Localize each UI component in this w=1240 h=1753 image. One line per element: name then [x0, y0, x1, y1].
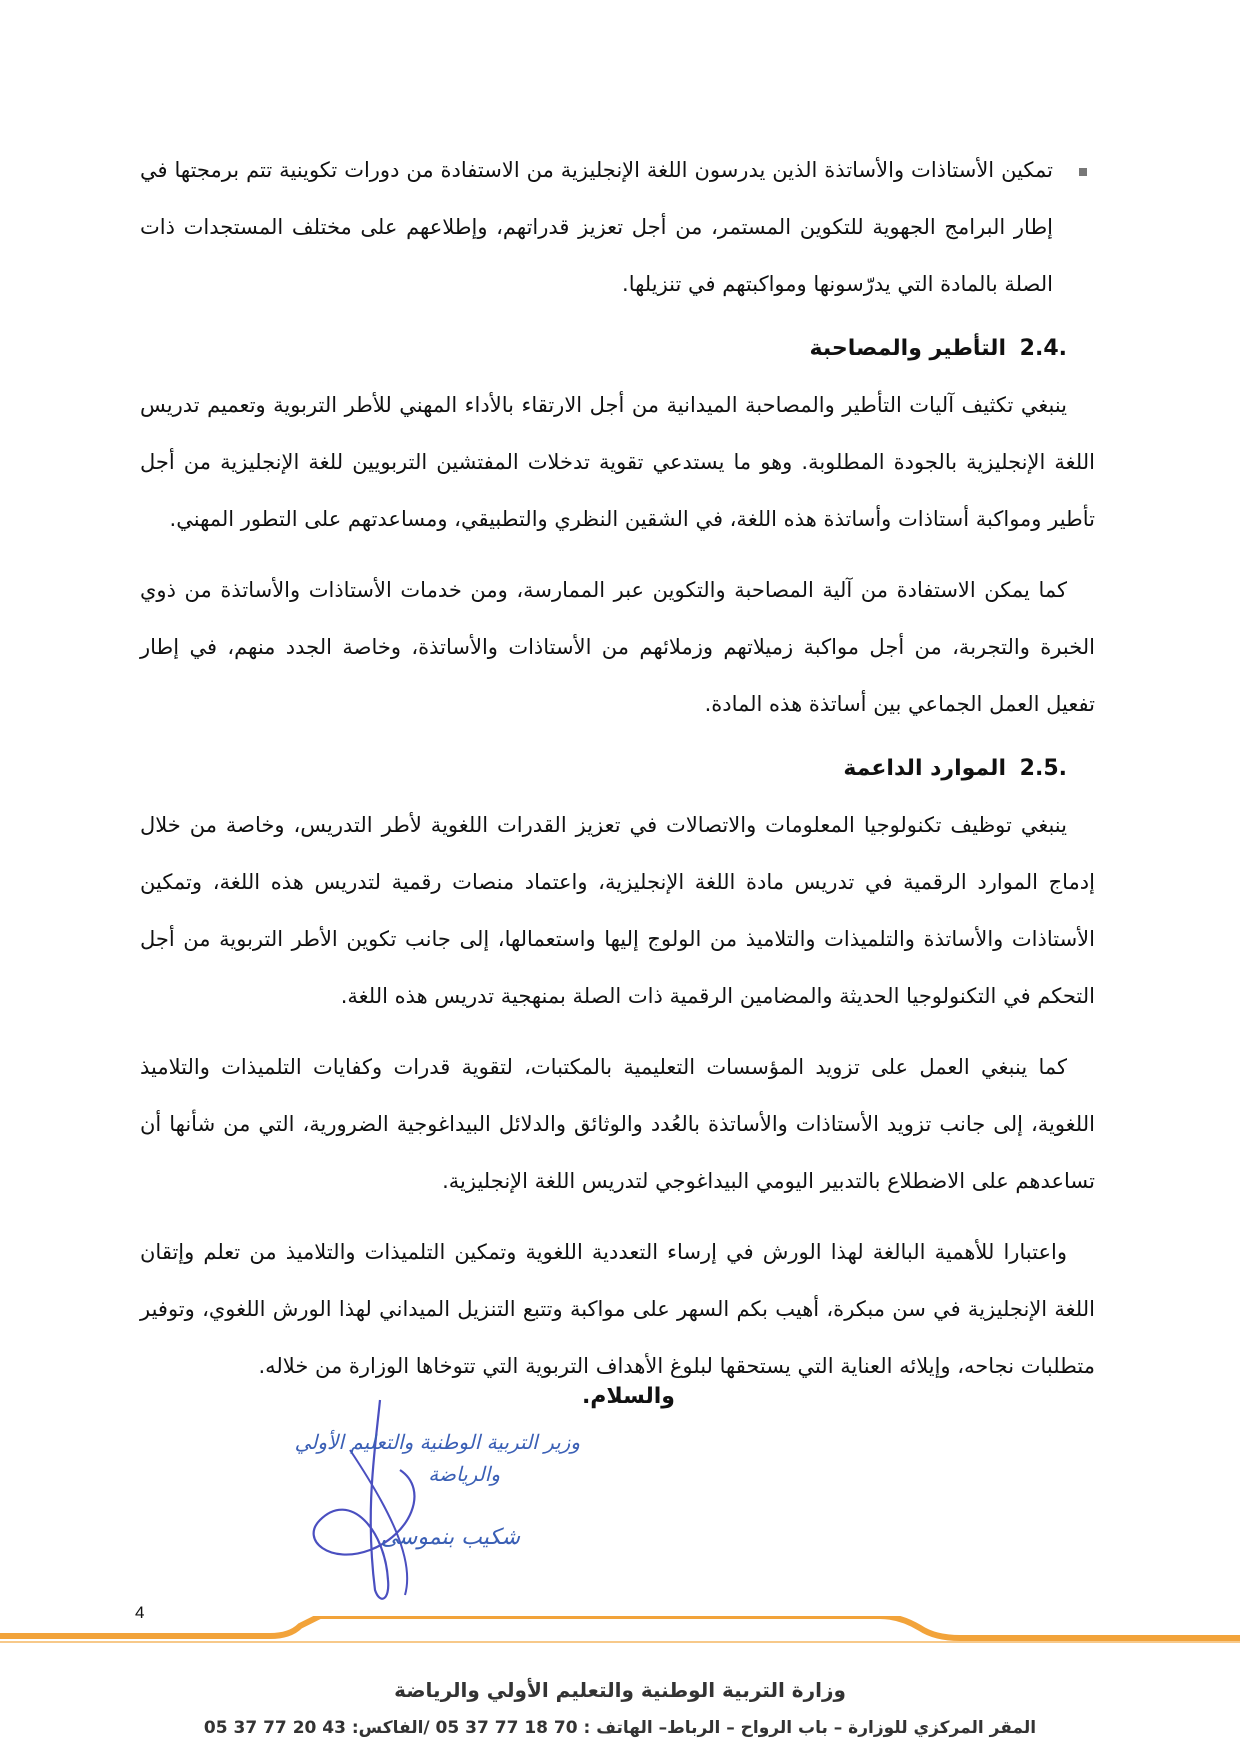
signature-title-line1: وزير التربية الوطنية والتعليم الأولي: [294, 1430, 580, 1454]
section-title: التأطير والمصاحبة: [809, 336, 1006, 361]
signature-name: شكيب بنموسى: [380, 1525, 520, 1550]
section-number: 2.4.: [1019, 336, 1067, 361]
paragraph: واعتبارا للأهمية البالغة لهذا الورش في إرساء التعددية اللغوية وتمكين التلميذات والتلاميذ من تعلم وإتقان اللغة الإنجليزية في سن مبكرة، أهيب بكم السهر على مواكبة وتتبع التنزيل الميداني لهذا الورش اللغوي، وتوفير متطلبات نجاحه، وإيلائه العناية التي يستحقها لبلوغ الأهداف التربوية التي تتوخاها الوزارة من خلاله.: [140, 1240, 1095, 1378]
paragraph: كما ينبغي العمل على تزويد المؤسسات التعليمية بالمكتبات، لتقوية قدرات وكفايات التلميذات والتلاميذ اللغوية، إلى جانب تزويد الأستاذات والأساتذة بالعُدد والوثائق والدلائل البيداغوجية الضرورية، التي من شأنها أن تساعدهم على الاضطلاع بالتدبير اليومي البيداغوجي لتدريس اللغة الإنجليزية.: [140, 1055, 1095, 1193]
bullet-text: تمكين الأستاذات والأساتذة الذين يدرسون اللغة الإنجليزية من الاستفادة من دورات تكوينية تتم برمجتها في إطار البرامج الجهوية للتكوين المستمر، من أجل تعزيز قدراتهم، وإطلاعهم على مختلف المستجدات ذات الصلة بالمادة التي يدرّسونها ومواكبتهم في تنزيلها.: [140, 158, 1053, 296]
footer-ministry-name: وزارة التربية الوطنية والتعليم الأولي والرياضة: [394, 1678, 846, 1702]
closing-salutation: والسلام.: [581, 1384, 675, 1409]
paragraph: ينبغي تكثيف آليات التأطير والمصاحبة الميدانية من أجل الارتقاء بالأداء المهني للأطر التربوية وتعميم تدريس اللغة الإنجليزية بالجودة المطلوبة. وهو ما يستدعي تقوية تدخلات المفتشين التربويين للغة الإنجليزية من أجل تأطير ومواكبة أستاذات وأساتذة هذه اللغة، في الشقين النظري والتطبيقي، ومساعدتهم على التطور المهني.: [140, 393, 1095, 531]
footer-address: المقر المركزي للوزارة – باب الرواح – الرباط– الهاتف : 70 18 77 37 05 /الفاكس: 43 20 77 37 05: [203, 1718, 1037, 1738]
footer-accent-line-icon: [0, 1616, 1240, 1666]
page-number: 4: [135, 1603, 145, 1622]
section-heading-2-4: [140, 327, 1067, 371]
section-title: الموارد الداعمة: [843, 756, 1006, 781]
paragraph: ينبغي توظيف تكنولوجيا المعلومات والاتصالات في تعزيز القدرات اللغوية لأطر التدريس، وخاصة من خلال إدماج الموارد الرقمية في تدريس مادة اللغة الإنجليزية، واعتماد منصات رقمية لتدريس هذه اللغة، وتمكين الأستاذات والأساتذة والتلميذات والتلاميذ من الولوج إليها واستعمالها، إلى جانب تكوين الأطر التربوية من أجل التحكم في التكنولوجيا الحديثة والمضامين الرقمية ذات الصلة بمنهجية تدريس هذه اللغة.: [140, 813, 1095, 1008]
section-number: 2.5.: [1019, 756, 1067, 781]
square-bullet-icon: [1079, 168, 1087, 176]
signature-title-line2: والرياضة: [428, 1462, 500, 1486]
signature-block: [200, 1390, 580, 1610]
paragraph: كما يمكن الاستفادة من آلية المصاحبة والتكوين عبر الممارسة، ومن خدمات الأستاذات والأساتذة من ذوي الخبرة والتجربة، من أجل مواكبة زميلاتهم وزملائهم من الأستاذات والأساتذة، وخاصة الجدد منهم، في إطار تفعيل العمل الجماعي بين أساتذة هذه المادة.: [140, 578, 1095, 716]
document-body: [140, 142, 1095, 1409]
section-heading-2-5: [140, 747, 1067, 791]
bullet-item: [140, 142, 1095, 313]
signature-scribble-icon: [200, 1390, 580, 1610]
